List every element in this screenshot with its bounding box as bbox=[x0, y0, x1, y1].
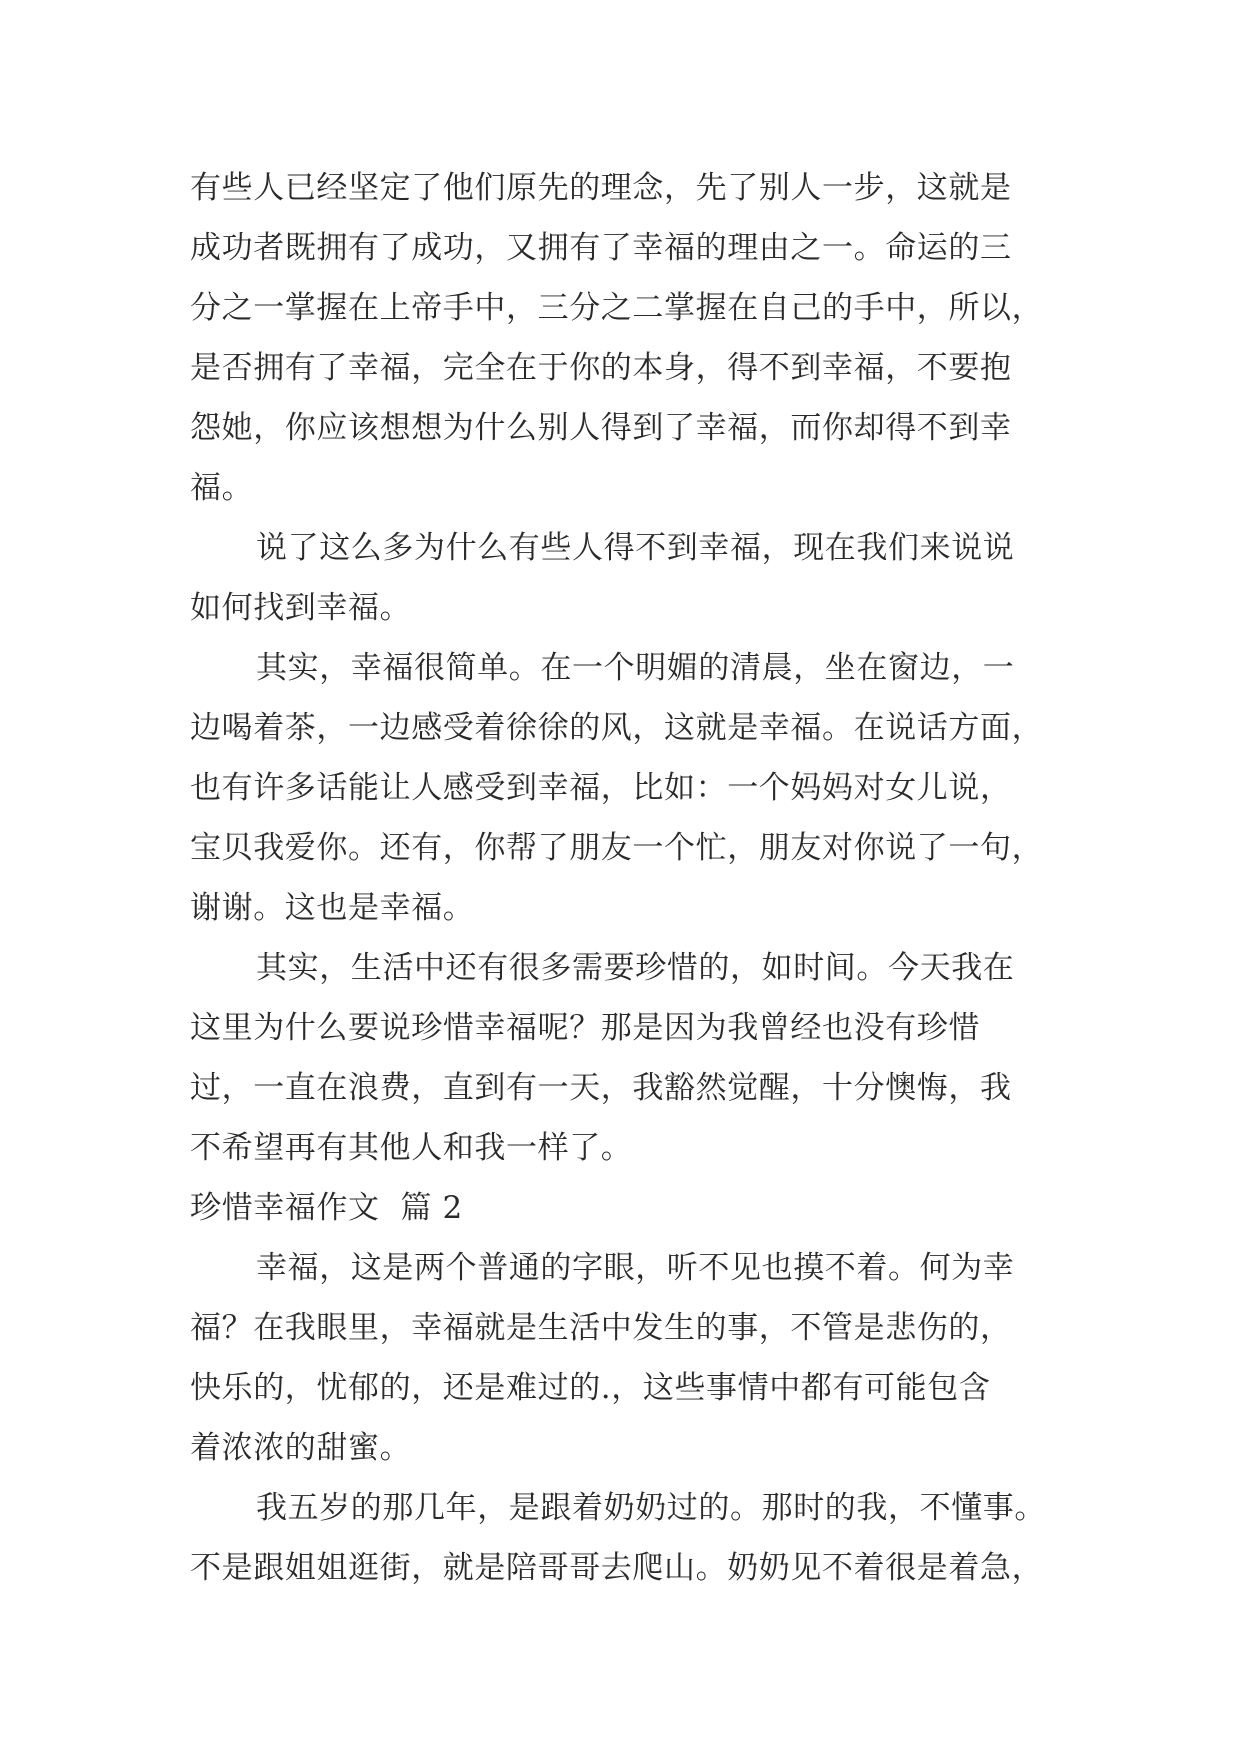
paragraph bbox=[190, 1238, 1060, 1478]
text-line: 过，一直在浪费，直到有一天，我豁然觉醒，十分懊悔，我 bbox=[190, 1070, 1012, 1106]
paragraph bbox=[190, 158, 1060, 518]
paragraph bbox=[190, 638, 1060, 938]
text-line: 快乐的，忧郁的，还是难过的.，这些事情中都有可能包含 bbox=[190, 1370, 991, 1406]
text-line: 幸福，这是两个普通的字眼，听不见也摸不着。何为幸 bbox=[256, 1250, 1015, 1286]
text-line: 着浓浓的甜蜜。 bbox=[190, 1430, 412, 1466]
text-line: 福？在我眼里，幸福就是生活中发生的事，不管是悲伤的， bbox=[190, 1310, 1012, 1346]
paragraph bbox=[190, 518, 1060, 638]
section-heading: 珍惜幸福作文 篇 2 bbox=[190, 1190, 463, 1226]
text-line: 这里为什么要说珍惜幸福呢？那是因为我曾经也没有珍惜 bbox=[190, 1010, 980, 1046]
text-line: 有些人已经坚定了他们原先的理念，先了别人一步，这就是 bbox=[190, 170, 1012, 206]
text-line: 其实，幸福很简单。在一个明媚的清晨，坐在窗边，一 bbox=[256, 650, 1015, 686]
text-line: 成功者既拥有了成功，又拥有了幸福的理由之一。命运的三 bbox=[190, 230, 1012, 266]
text-line: 谢谢。这也是幸福。 bbox=[190, 890, 475, 926]
text-line: 如何找到幸福。 bbox=[190, 590, 412, 626]
text-line: 分之一掌握在上帝手中，三分之二掌握在自己的手中，所以， bbox=[190, 290, 1044, 326]
text-line: 其实，生活中还有很多需要珍惜的，如时间。今天我在 bbox=[256, 950, 1015, 986]
text-line: 福。 bbox=[190, 470, 254, 506]
text-line: 也有许多话能让人感受到幸福，比如：一个妈妈对女儿说， bbox=[190, 770, 1012, 806]
text-line: 是否拥有了幸福，完全在于你的本身，得不到幸福，不要抱 bbox=[190, 350, 1012, 386]
text-line: 我五岁的那几年，是跟着奶奶过的。那时的我，不懂事。 bbox=[256, 1490, 1046, 1526]
paragraph bbox=[190, 938, 1060, 1178]
document-body bbox=[190, 158, 1060, 1598]
text-line: 边喝着茶，一边感受着徐徐的风，这就是幸福。在说话方面， bbox=[190, 710, 1044, 746]
text-line: 怨她，你应该想想为什么别人得到了幸福，而你却得不到幸 bbox=[190, 410, 1012, 446]
paragraph bbox=[190, 1478, 1060, 1598]
text-line: 说了这么多为什么有些人得不到幸福，现在我们来说说 bbox=[256, 530, 1015, 566]
text-line: 不希望再有其他人和我一样了。 bbox=[190, 1130, 633, 1166]
text-line: 不是跟姐姐逛街，就是陪哥哥去爬山。奶奶见不着很是着急， bbox=[190, 1550, 1044, 1586]
text-line: 宝贝我爱你。还有，你帮了朋友一个忙，朋友对你说了一句， bbox=[190, 830, 1044, 866]
